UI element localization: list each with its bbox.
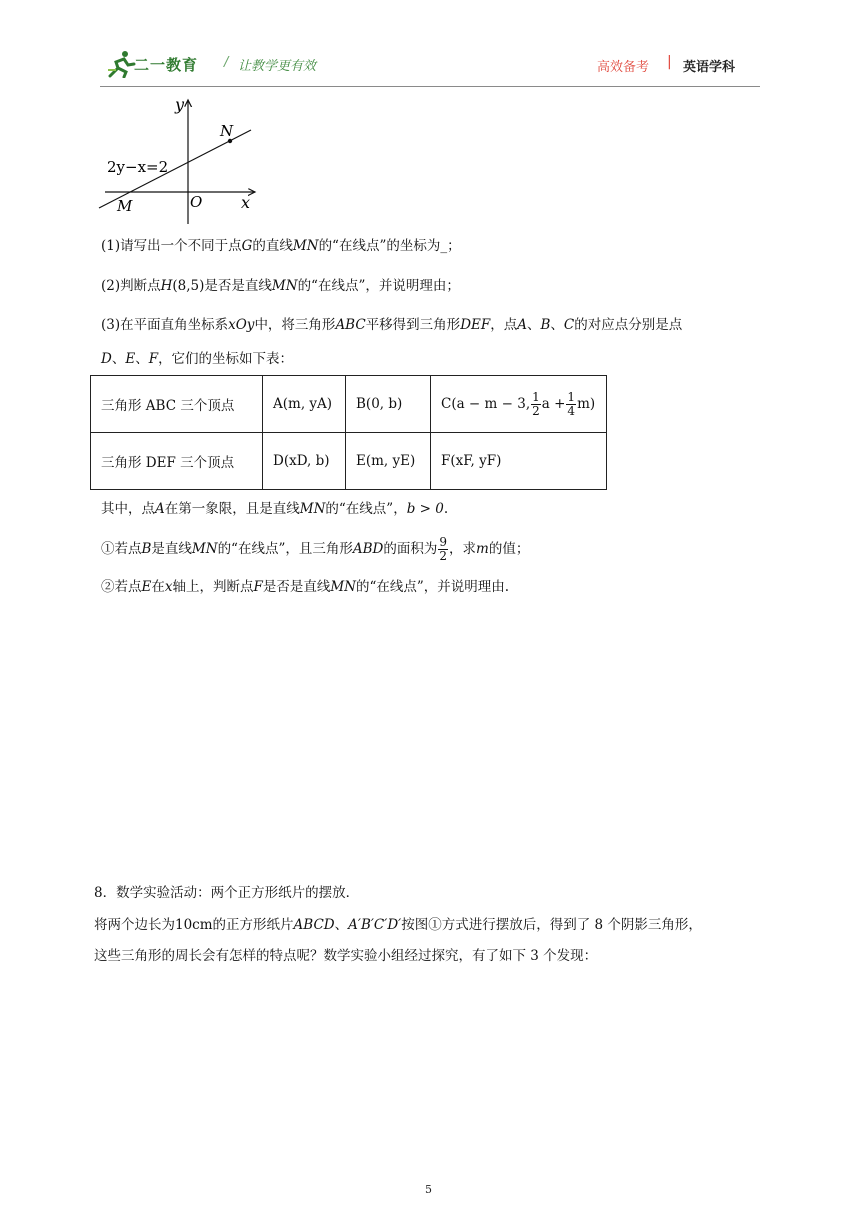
x-axis-label: x bbox=[241, 193, 251, 212]
page-number: 5 bbox=[425, 1183, 432, 1196]
vertex-table bbox=[90, 375, 607, 490]
coordinate-graph bbox=[95, 96, 265, 226]
header-slash: / bbox=[224, 55, 229, 70]
table-row bbox=[91, 376, 607, 433]
page-header bbox=[100, 44, 760, 84]
question-2: (2)判断点H(8,5)是否是直线MN的“在线点”，并说明理由； bbox=[101, 278, 460, 294]
fraction-quarter: $\frac{1}{4}$ bbox=[567, 389, 576, 418]
brand-name: 二一教育 bbox=[134, 56, 199, 74]
question-8-line-1: 将两个边长为10cm的正方形纸片ABCD、A′B′C′D′按图①方式进行摆放后，得到了 8 个阴影三角形， bbox=[94, 917, 702, 933]
cell-c: C(a − m − 3, $\frac{1}{2}$ a + $\frac{1}{4}$ m) bbox=[431, 376, 607, 433]
cell-b: B(0, b) bbox=[346, 376, 431, 433]
fraction-half: $\frac{1}{2}$ bbox=[532, 389, 540, 418]
question-8-line-2: 这些三角形的周长会有怎样的特点呢？数学实验小组经过探究，有了如下 3 个发现： bbox=[94, 948, 598, 964]
row-label-def: 三角形 DEF 三个顶点 bbox=[91, 433, 263, 490]
question-3-line-2: D、E、F，它们的坐标如下表： bbox=[101, 351, 294, 367]
question-8-title: 8．数学实验活动：两个正方形纸片的摆放． bbox=[94, 885, 360, 901]
question-3-line-1: (3)在平面直角坐标系xOy中，将三角形ABC平移得到三角形DEF，点A、B、C的对应点分别是点 bbox=[101, 317, 683, 333]
equation-label: 2y−x=2 bbox=[107, 158, 169, 176]
sub-question-1: ①若点B是直线MN的“在线点”，且三角形ABD的面积为 $\frac{9}{2}$ ，求m的值； bbox=[101, 535, 530, 563]
y-axis-label: y bbox=[175, 96, 185, 114]
header-rule bbox=[100, 86, 760, 87]
origin-label: O bbox=[190, 193, 203, 211]
header-tag-right: 英语学科 bbox=[683, 60, 736, 75]
cell-e: E(m, yE) bbox=[346, 433, 431, 490]
row-label-abc: 三角形 ABC 三个顶点 bbox=[91, 376, 263, 433]
condition-line: 其中，点A在第一象限，且是直线MN的“在线点”，b > 0. bbox=[101, 501, 449, 517]
header-tag-separator: | bbox=[667, 54, 672, 70]
question-1: (1)请写出一个不同于点G的直线MN的“在线点”的坐标为_； bbox=[101, 238, 461, 254]
runner-logo-icon bbox=[106, 50, 136, 78]
point-n-label: N bbox=[220, 122, 234, 140]
sub-question-2: ②若点E在x轴上，判断点F是否是直线MN的“在线点”，并说明理由. bbox=[101, 579, 510, 595]
cell-f: F(xF, yF) bbox=[431, 433, 607, 490]
table-row bbox=[91, 433, 607, 490]
cell-d: D(xD, b) bbox=[263, 433, 346, 490]
cell-a: A(m, yA) bbox=[263, 376, 346, 433]
fraction-nine-halves: $\frac{9}{2}$ bbox=[439, 535, 448, 563]
header-slogan: 让教学更有效 bbox=[238, 59, 317, 74]
point-m-label: M bbox=[117, 197, 133, 215]
header-tag-left: 高效备考 bbox=[597, 60, 650, 75]
